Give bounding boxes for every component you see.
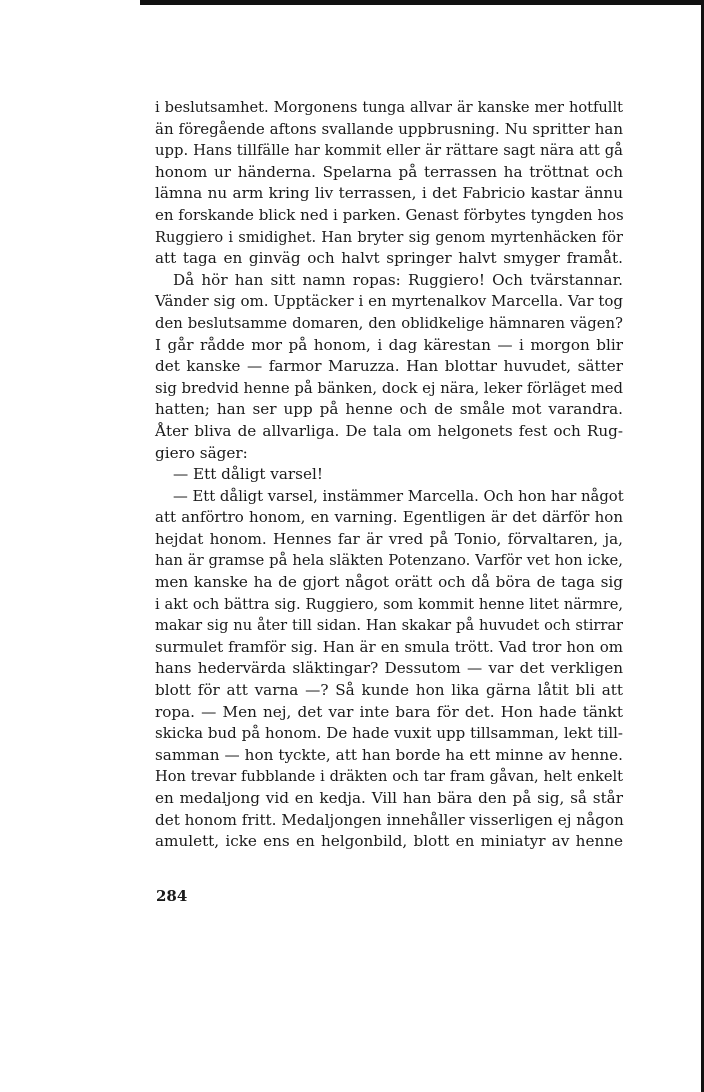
scan-top-edge [140,0,704,5]
text-line: sig bredvid henne på bänken, dock ej nära, leker förläget med [155,379,624,397]
text-line: surmulet framför sig. Han är en smula trött. Vad tror hon om [155,637,623,656]
text-line: att taga en ginväg och halvt springer halvt smyger framåt. [155,249,623,268]
text-line: men kanske ha de gjort något orätt och då böra de taga sig [155,573,623,592]
text-line: — Ett dåligt varsel! [173,465,323,484]
text-line: makar sig nu åter till sidan. Han skakar på huvudet och stirrar [155,617,623,635]
text-line: honom ur händerna. Spelarna på terrassen ha tröttnat och [155,162,623,181]
body-text [155,97,623,853]
text-line: amulett, icke ens en helgonbild, blott en miniatyr av henne [155,832,623,851]
text-line: Ruggiero i smidighet. Han bryter sig genom myrtenhäcken för [155,228,623,246]
text-line: att anförtro honom, en varning. Egentligen är det därför hon [155,508,623,527]
text-line: hans hedervärda släktingar? Dessutom — var det verkligen [155,659,623,678]
text-line: en forskande blick ned i parken. Genast förbytes tyngden hos [155,205,624,224]
text-line: Hon trevar fubblande i dräkten och tar fram gåvan, helt enkelt [155,768,623,786]
text-line: Då hör han sitt namn ropas: Ruggiero! Och tvärstannar. [173,270,623,289]
text-line: — Ett dåligt varsel, instämmer Marcella. Och hon har något [173,487,624,505]
text-line: samman — hon tyckte, att han borde ha ett minne av henne. [155,745,623,764]
page-number: 284 [156,887,188,905]
text-line: ropa. — Men nej, det var inte bara för det. Hon hade tänkt [155,702,623,721]
text-line: hatten; han ser upp på henne och de småle mot varandra. [155,400,623,419]
text-line: än föregående aftons svallande uppbrusning. Nu spritter han [155,119,623,138]
text-line: i beslutsamhet. Morgonens tunga allvar är kanske mer hotfullt [155,99,623,116]
text-line: lämna nu arm kring liv terrassen, i det Fabricio kastar ännu [155,184,623,203]
text-line: det honom fritt. Medaljongen innehåller visserligen ej någon [155,810,624,829]
text-line: den beslutsamme domaren, den oblidkelige hämnaren vägen? [155,314,623,332]
text-line: Vänder sig om. Upptäcker i en myrtenalkov Marcella. Var tog [155,292,623,311]
text-line: han är gramse på hela släkten Potenzano. Varför vet hon icke, [155,552,623,570]
text-line: det kanske — farmor Maruzza. Han blottar huvudet, sätter [155,357,623,376]
text-line: Åter bliva de allvarliga. De tala om helgonets fest och Rug- [155,421,623,440]
text-line: I går rådde mor på honom, i dag kärestan — i morgon blir [155,335,623,354]
text-line: giero säger: [155,443,248,462]
text-line: hejdat honom. Hennes far är vred på Tonio, förvaltaren, ja, [155,529,623,548]
text-line: i akt och bättra sig. Ruggiero, som kommit henne litet närmre, [155,595,623,613]
text-line: blott för att varna —? Så kunde hon lika gärna låtit bli att [155,681,623,700]
text-line: upp. Hans tillfälle har kommit eller är rättare sagt nära att gå [155,142,623,160]
text-line: skicka bud på honom. De hade vuxit upp tillsamman, lekt till- [155,724,623,743]
text-line: en medaljong vid en kedja. Vill han bära den på sig, så står [155,789,623,807]
